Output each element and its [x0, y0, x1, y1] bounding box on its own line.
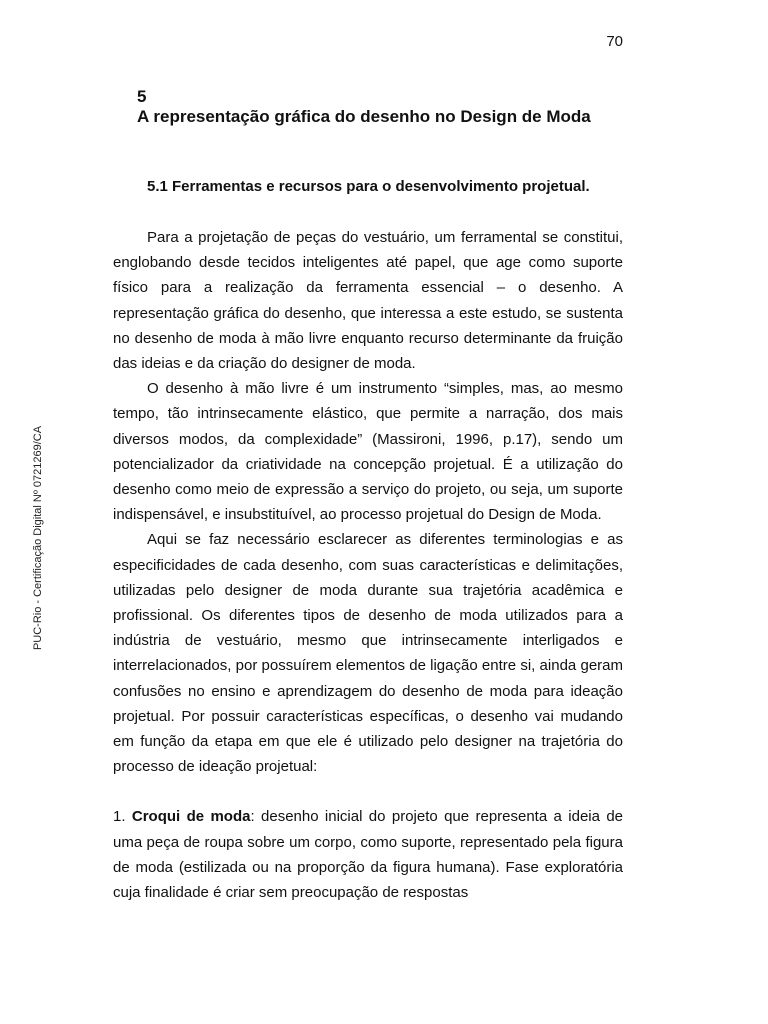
certification-note: PUC-Rio - Certificação Digital Nº 0721269/CA: [32, 425, 44, 651]
list-item-text: : desenho inicial do projeto que representa a ideia de uma peça de roupa sobre um corpo, como suporte, representado pela figura de moda (estilizada ou na proporção da figura humana). Fase exploratória cuja finalidade é criar sem preocupação de respostas: [113, 808, 624, 902]
paragraph: O desenho à mão livre é um instrumento “simples, mas, ao mesmo tempo, tão intrinsecamente elástico, que permite a narração, dos mais diversos modos, da complexidade” (Massironi, 1996, p.17), sendo um potencializador da criatividade na concepção projetual. É a utilização do desenho como meio de expressão a serviço do projeto, ou seja, um suporte indispensável, e insubstituível, ao processo projetual do Design de Moda.: [113, 380, 623, 524]
list-item-term: Croqui de moda: [131, 808, 251, 826]
chapter-title: A representação gráfica do desenho no Design de Moda: [137, 107, 591, 126]
list-item: [113, 804, 623, 905]
list-item-number: 1.: [113, 808, 126, 826]
chapter-heading: [137, 87, 597, 127]
body-text: [113, 225, 623, 905]
section-heading: 5.1 Ferramentas e recursos para o desenvolvimento projetual.: [147, 178, 590, 195]
paragraph: Aqui se faz necessário esclarecer as diferentes terminologias e as especificidades de cada desenho, com suas características e delimitações, utilizadas pelo designer de moda durante sua trajetória acadêmica e profissional. Os diferentes tipos de desenho de moda utilizados para a indústria de vestuário, mesmo que intrinsecamente interligados e interrelacionados, por possuírem elementos de ligação entre si, ainda geram confusões no ensino e aprendizagem do desenho de moda para ideação projetual. Por possuir características específicas, o desenho vai mudando em função da etapa em que ele é utilizado pelo designer na trajetória do processo de ideação projetual:: [113, 531, 623, 776]
page-number: 70: [606, 33, 623, 50]
paragraph: Para a projetação de peças do vestuário, um ferramental se constitui, englobando desde tecidos inteligentes até papel, que age como suporte físico para a realização da ferramenta essencial – o desenho. A representação gráfica do desenho, que interessa a este estudo, se sustenta no desenho de moda à mão livre enquanto recurso determinante da fruição das ideias e da criação do designer de moda.: [113, 229, 623, 373]
chapter-number: 5: [137, 87, 147, 106]
